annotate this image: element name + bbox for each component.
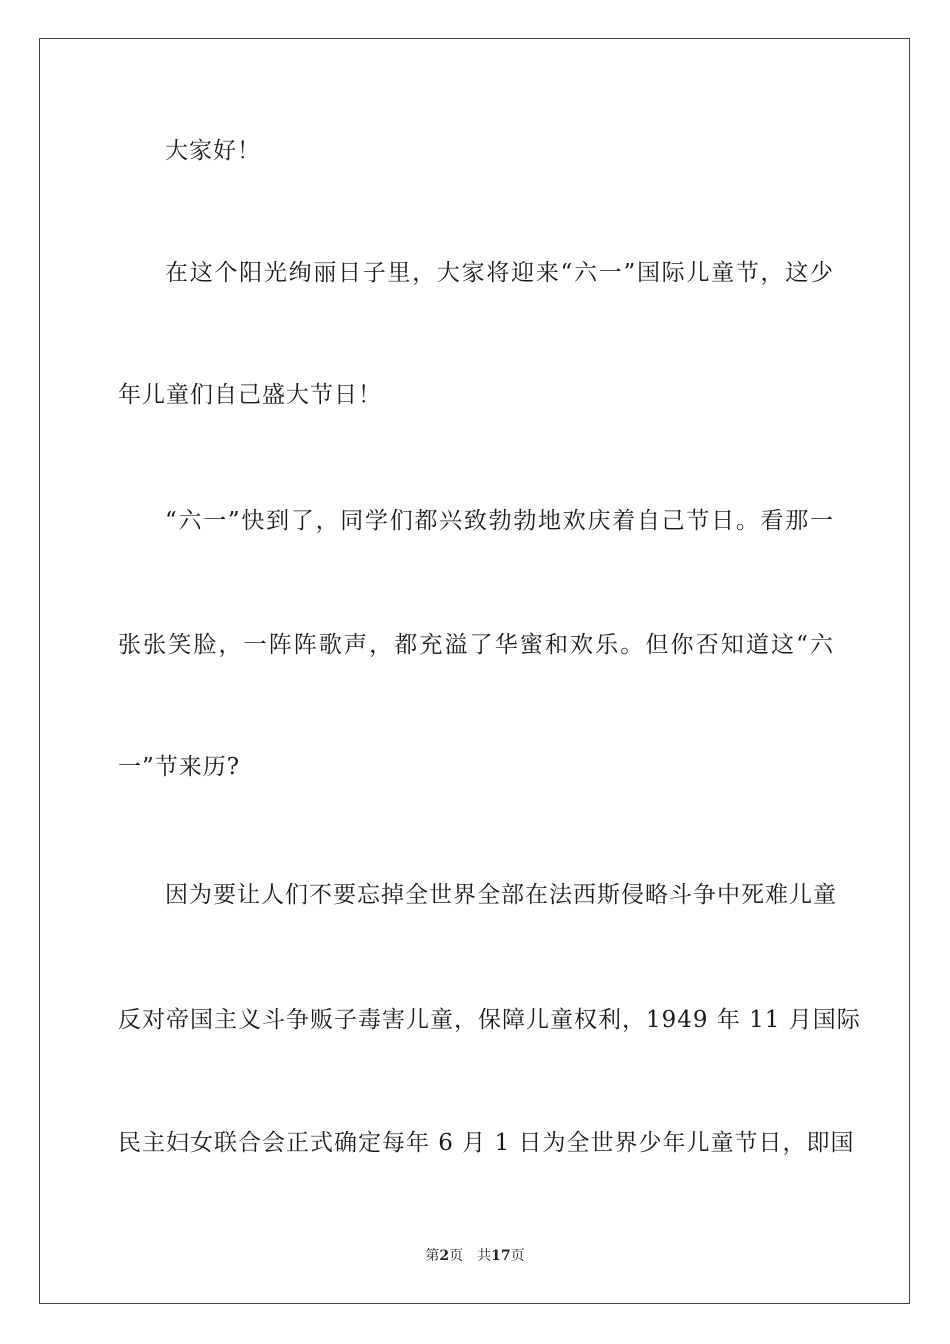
text-line: 民主妇女联合会正式确定每年 6 月 1 日为全世界少年儿童节日，即国: [118, 1130, 855, 1156]
text-line: 在这个阳光绚丽日子里，大家将迎来“六一”国际儿童节，这少: [165, 260, 834, 286]
text-line-greeting: 大家好！: [165, 138, 261, 164]
text-line: 一”节来历?: [118, 754, 241, 780]
text-line: 张张笑脸，一阵阵歌声，都充溢了华蜜和欢乐。但你否知道这“六: [118, 632, 834, 658]
text-line: 反对帝国主义斗争贩子毒害儿童，保障儿童权利，1949 年 11 月国际: [118, 1007, 861, 1033]
footer-page-prefix: 第: [425, 1248, 440, 1264]
footer-page-suffix: 页: [449, 1248, 464, 1264]
text-line: 因为要让人们不要忘掉全世界全部在法西斯侵略斗争中死难儿童: [165, 882, 837, 908]
text-line: “六一”快到了，同学们都兴致勃勃地欢庆着自己节日。看那一: [165, 508, 834, 534]
footer-total-prefix: 共: [477, 1248, 492, 1264]
text-line: 年儿童们自己盛大节日！: [118, 382, 382, 408]
footer-total-suffix: 页: [510, 1248, 525, 1264]
page-footer: [0, 1246, 950, 1266]
footer-current-page: 2: [439, 1248, 450, 1264]
footer-total-pages: 17: [491, 1248, 511, 1264]
page-border: [39, 38, 910, 1304]
